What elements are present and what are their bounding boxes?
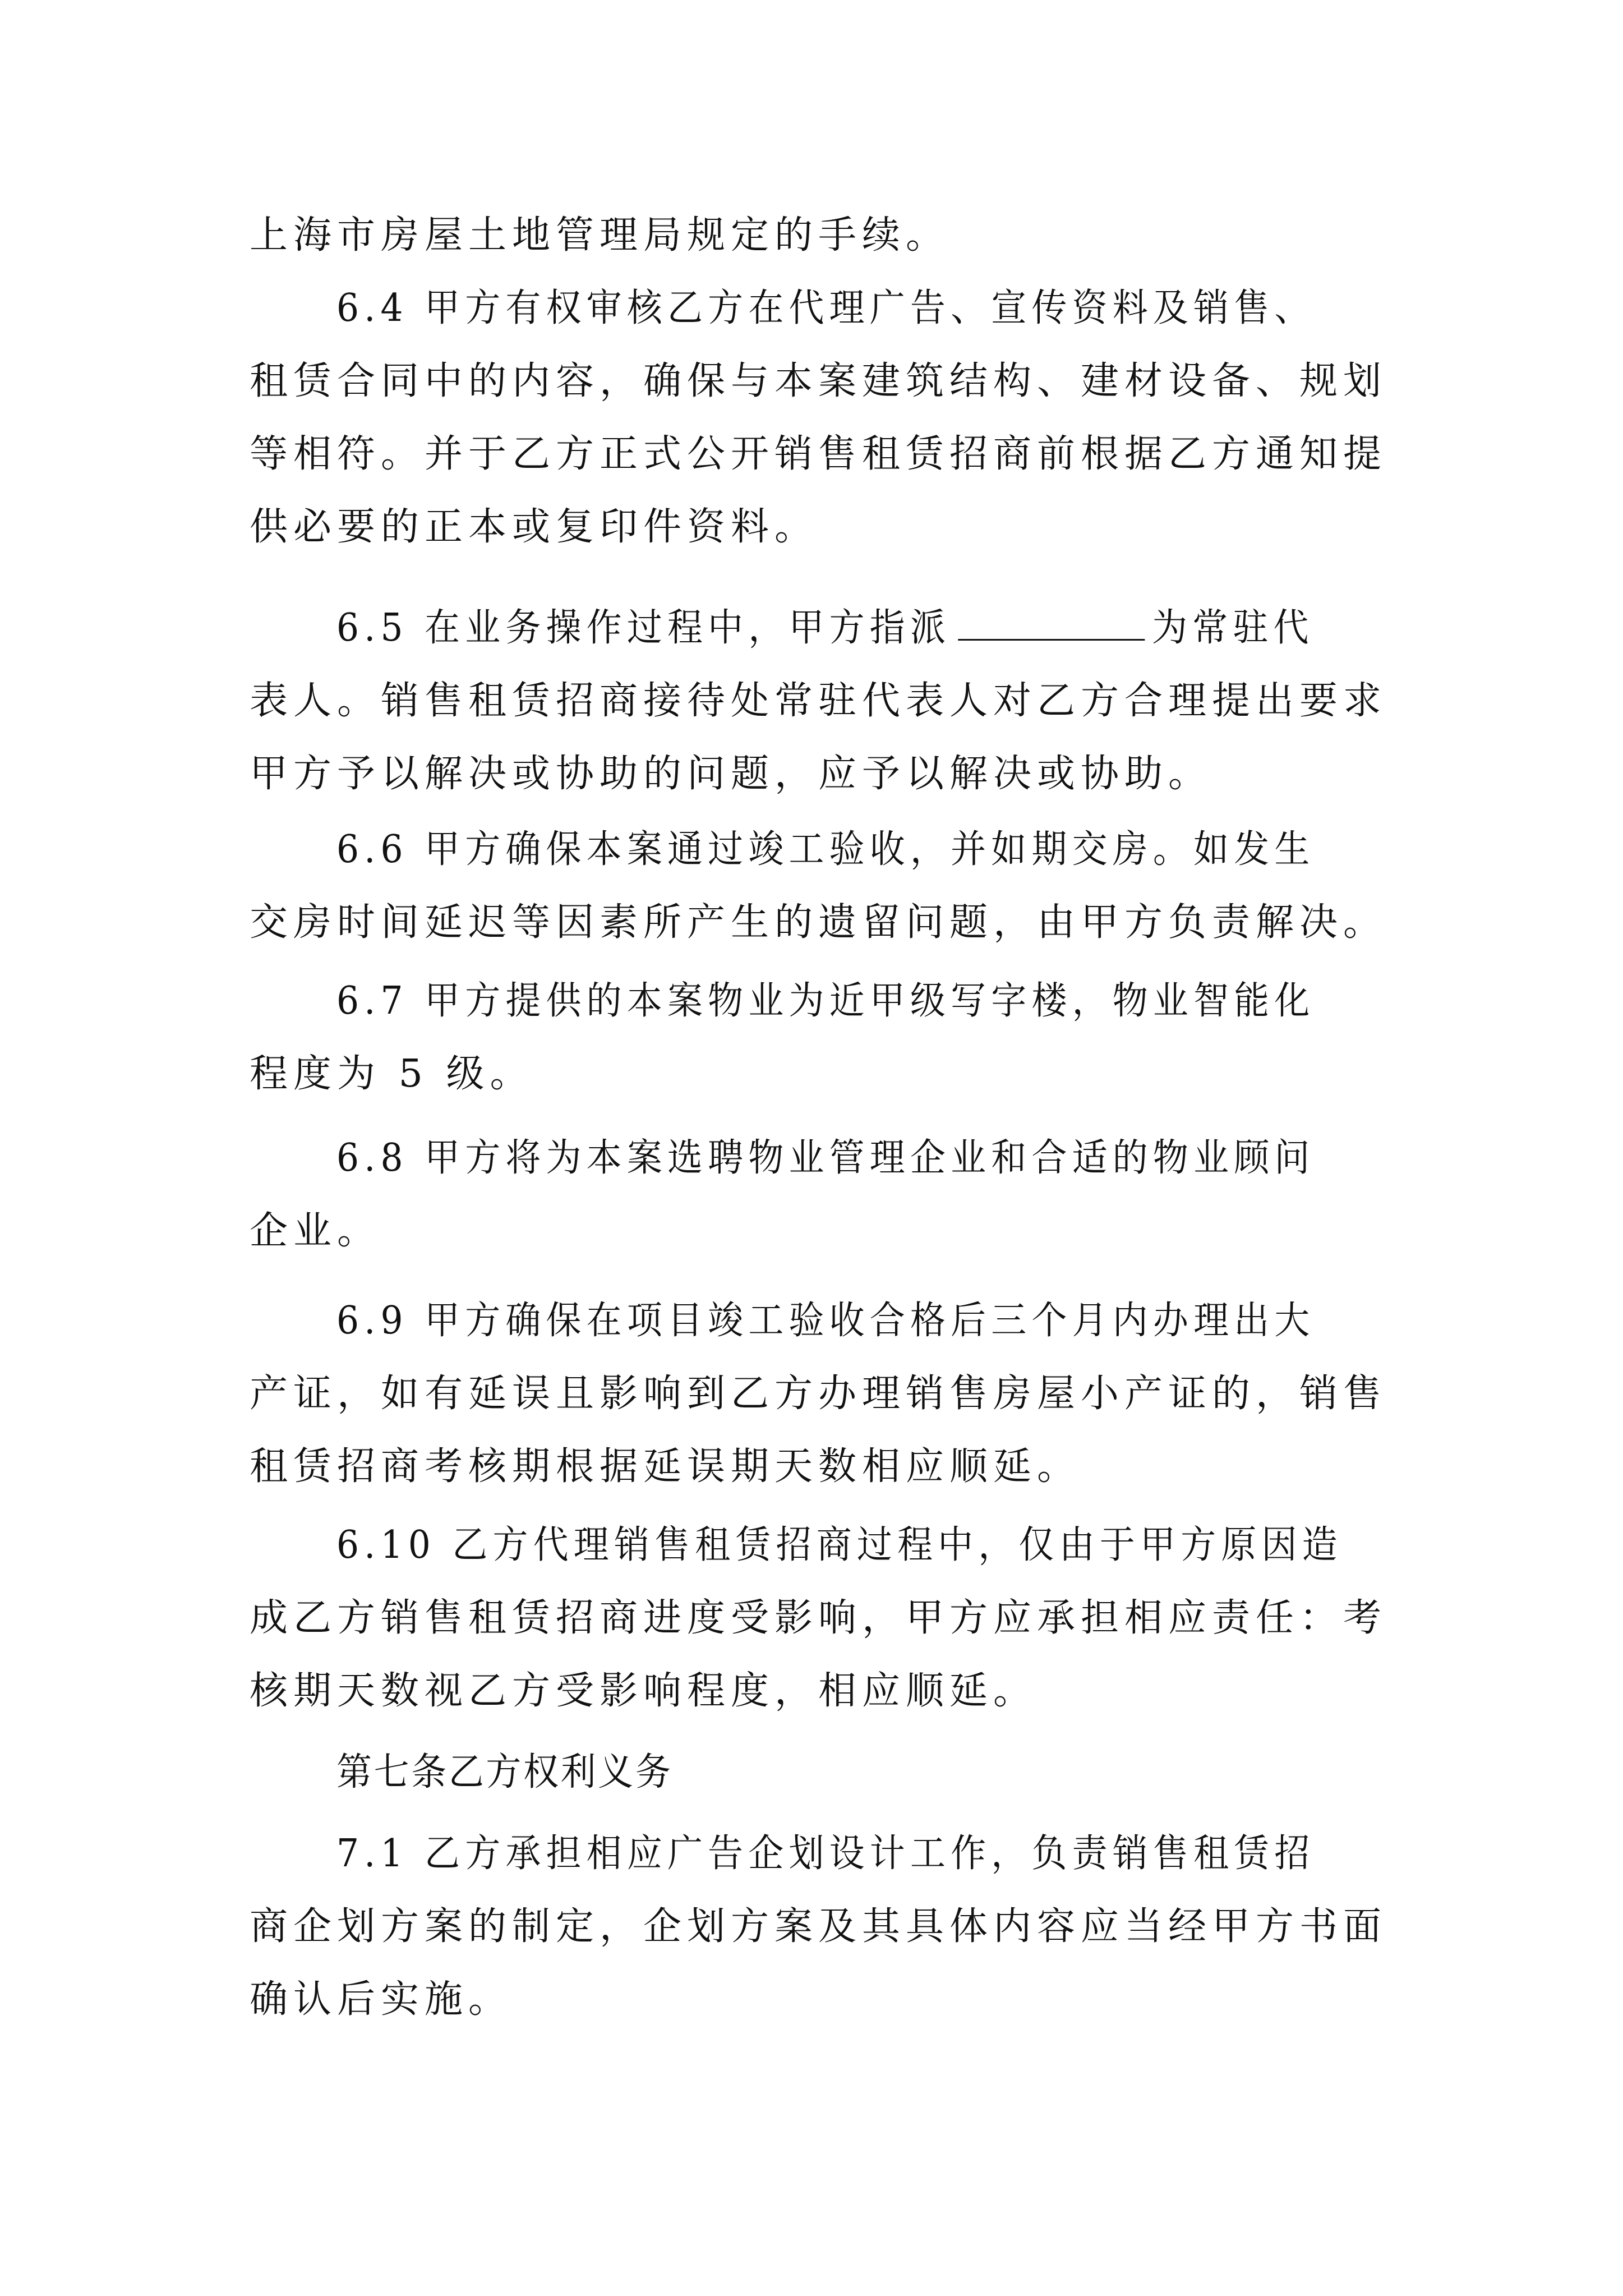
representative-blank [958, 604, 1145, 641]
clause-6-5-line [336, 600, 1410, 656]
clause-6-7-line: 6.7 甲方提供的本案物业为近甲级写字楼，物业智能化 [336, 979, 1315, 1023]
paragraph-line: 商企划方案的制定，企划方案及其具体内容应当经甲方书面 [250, 1904, 1387, 1949]
paragraph-line: 上海市房屋土地管理局规定的手续。 [250, 213, 950, 257]
clause-6-9-line: 6.9 甲方确保在项目竣工验收合格后三个月内办理出大 [336, 1299, 1315, 1343]
paragraph-line: 确认后实施。 [250, 1977, 513, 2022]
paragraph-line: 供必要的正本或复印件资料。 [250, 505, 819, 549]
paragraph-line: 租赁招商考核期根据延误期天数相应顺延。 [250, 1444, 1081, 1489]
paragraph-line: 等相符。并于乙方正式公开销售租赁招商前根据乙方通知提 [250, 432, 1387, 476]
paragraph-line: 产证，如有延误且影响到乙方办理销售房屋小产证的，销售 [250, 1372, 1387, 1416]
paragraph-line: 甲方予以解决或协助的问题，应予以解决或协助。 [250, 752, 1212, 796]
clause-6-6-line: 6.6 甲方确保本案通过竣工验收，并如期交房。如发生 [336, 827, 1315, 872]
paragraph-line: 租赁合同中的内容，确保与本案建筑结构、建材设备、规划 [250, 359, 1387, 403]
section-heading: 第七条乙方权利义务 [336, 1750, 673, 1795]
clause-6-4-line: 6.4 甲方有权审核乙方在代理广告、宣传资料及销售、 [336, 286, 1315, 330]
paragraph-line: 交房时间延迟等因素所产生的遗留问题，由甲方负责解决。 [250, 900, 1387, 945]
clause-7-1-line: 7.1 乙方承担相应广告企划设计工作，负责销售租赁招 [336, 1832, 1315, 1876]
paragraph-line: 核期天数视乙方受影响程度，相应顺延。 [250, 1669, 1038, 1713]
paragraph-line: 表人。销售租赁招商接待处常驻代表人对乙方合理提出要求 [250, 679, 1387, 723]
clause-6-5-prefix: 6.5 在业务操作过程中，甲方指派 [336, 606, 951, 650]
paragraph-line: 程度为 5 级。 [250, 1052, 534, 1096]
paragraph-line: 成乙方销售租赁招商进度受影响，甲方应承担相应责任：考 [250, 1596, 1387, 1640]
paragraph-line: 企业。 [250, 1209, 381, 1253]
clause-6-10-line: 6.10 乙方代理销售租赁招商过程中，仅由于甲方原因造 [336, 1523, 1343, 1567]
clause-6-8-line: 6.8 甲方将为本案选聘物业管理企业和合适的物业顾问 [336, 1136, 1315, 1180]
clause-6-5-suffix: 为常驻代 [1152, 606, 1314, 650]
